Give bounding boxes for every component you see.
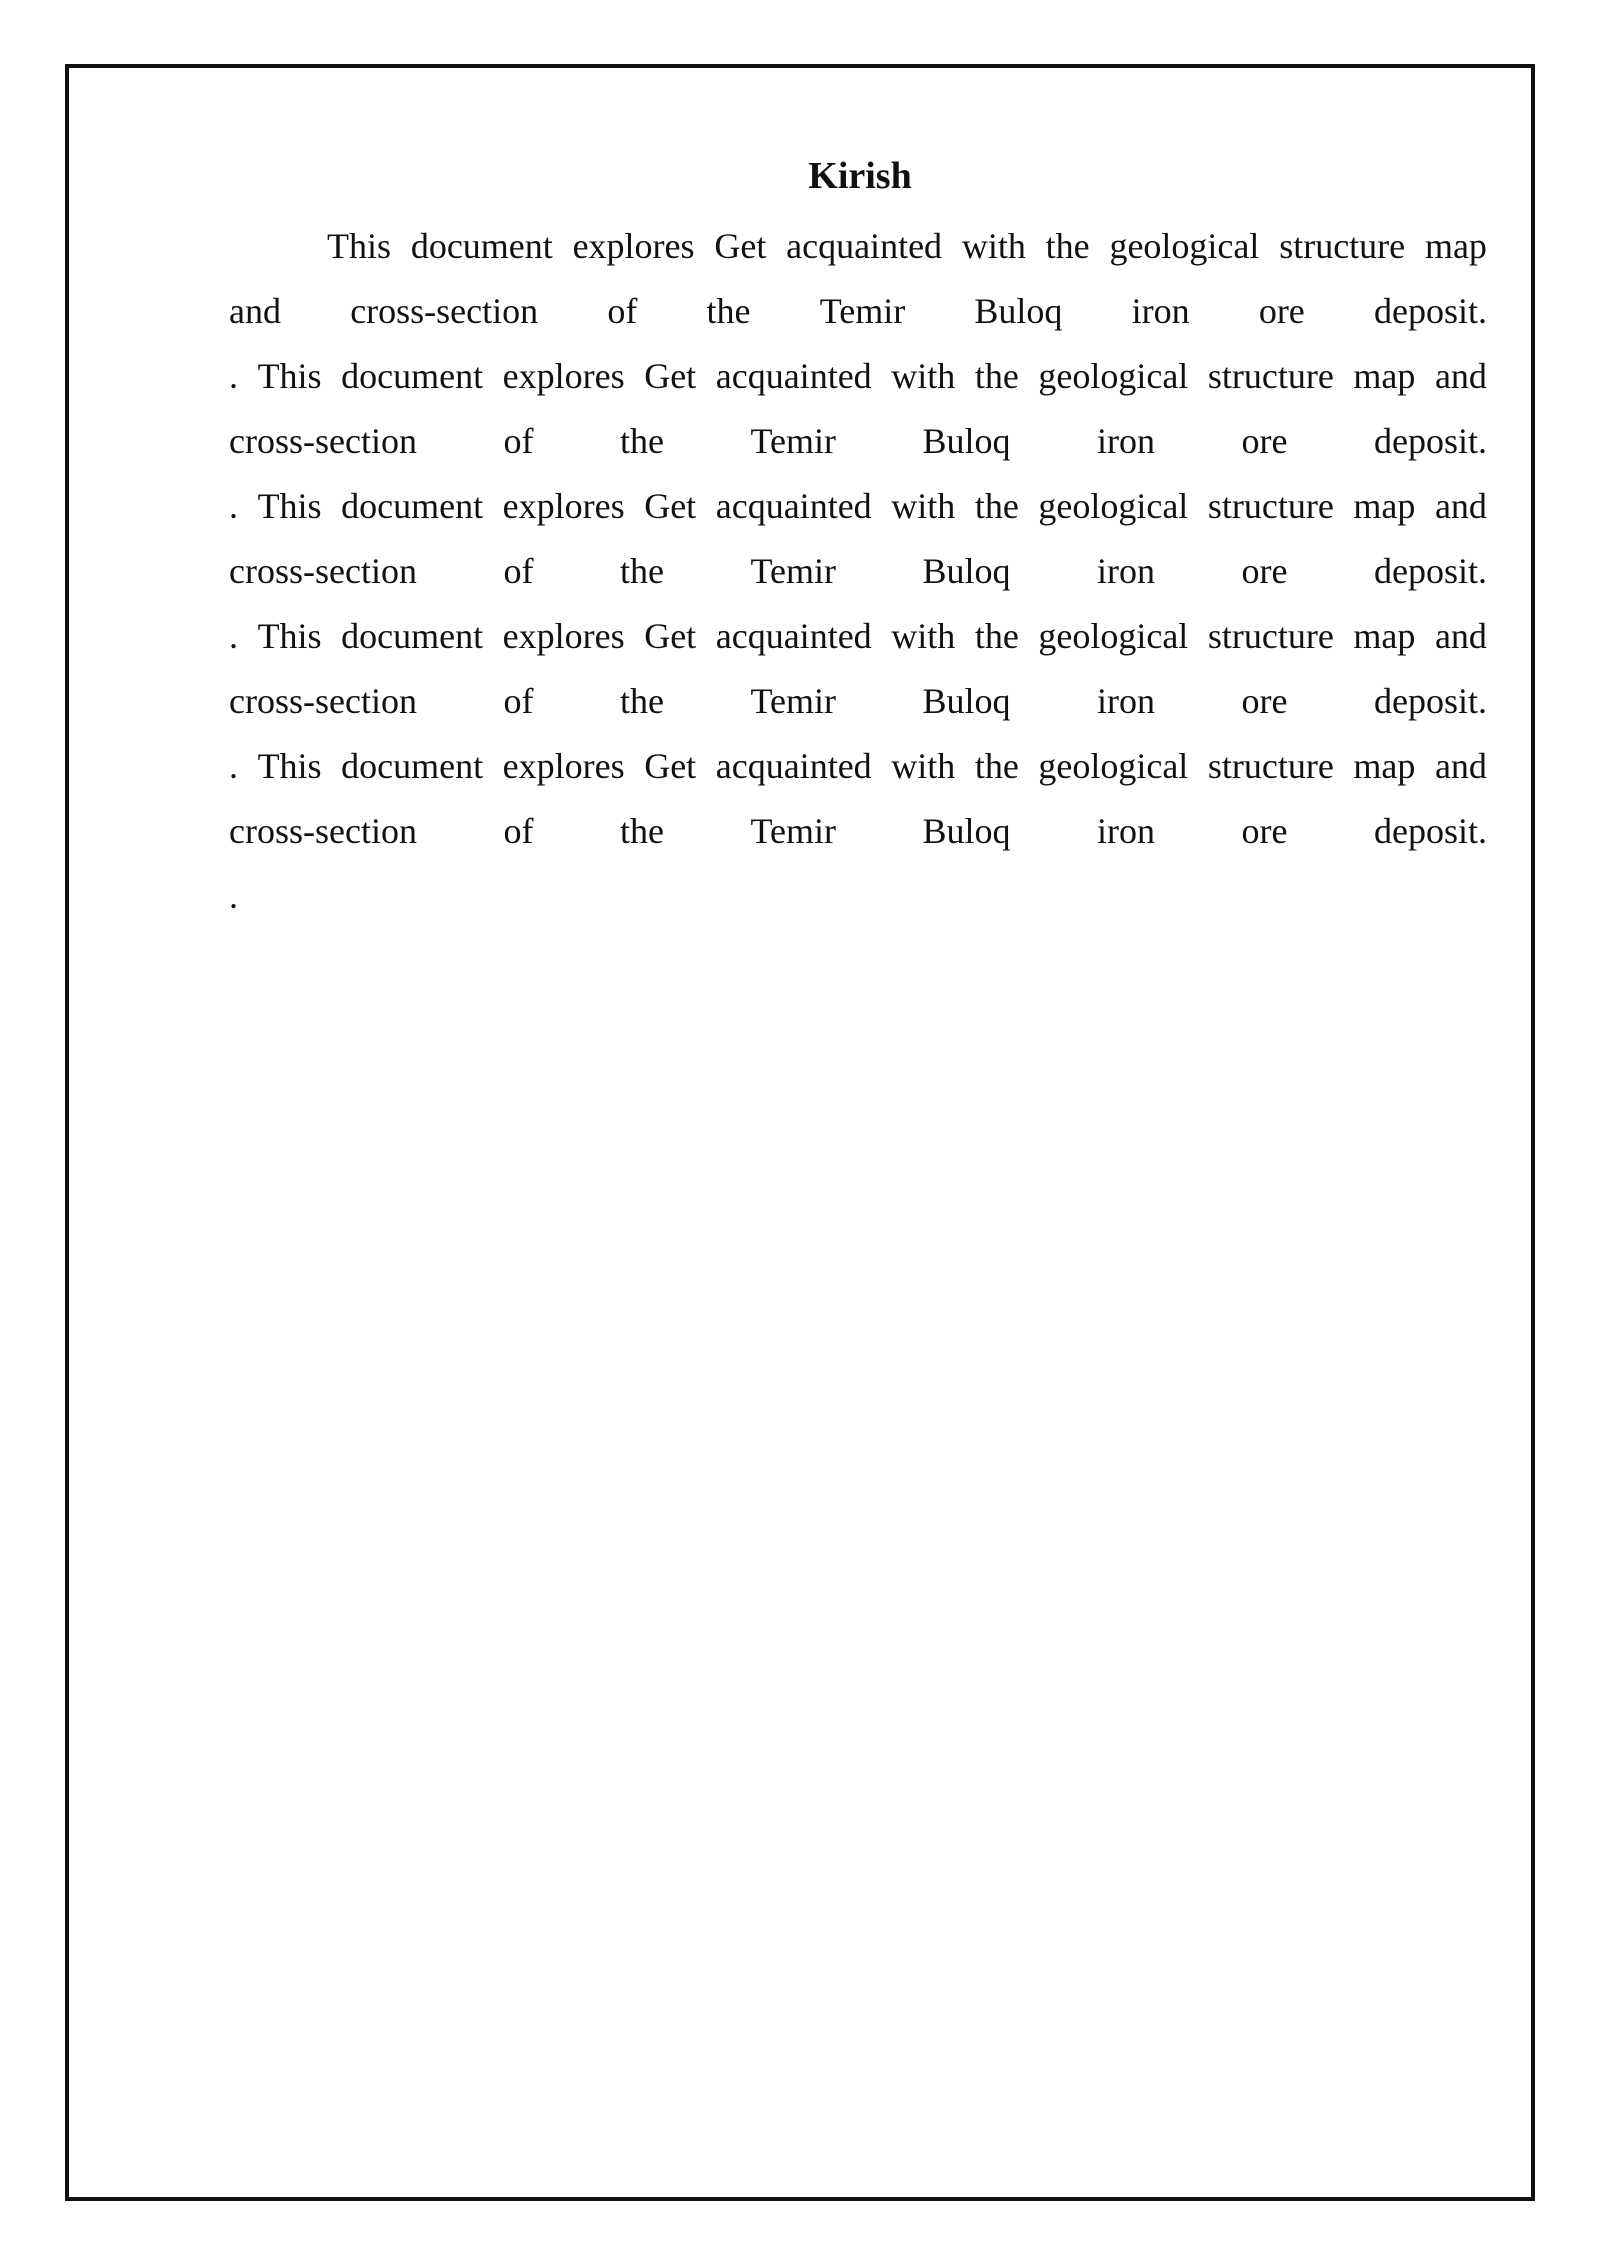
paragraph-line: cross-section of the Temir Buloq iron ore deposit. xyxy=(229,551,1487,591)
paragraph-line: and cross-section of the Temir Buloq iron ore deposit. xyxy=(229,291,1487,331)
body-paragraph xyxy=(229,214,1487,929)
paragraph-line: . This document explores Get acquainted with the geological structure map and xyxy=(229,356,1487,396)
paragraph-line: This document explores Get acquainted with the geological structure map xyxy=(327,226,1487,266)
paragraph-line: . This document explores Get acquainted with the geological structure map and xyxy=(229,616,1487,656)
paragraph-line: cross-section of the Temir Buloq iron ore deposit. xyxy=(229,421,1487,461)
paragraph-line: . This document explores Get acquainted with the geological structure map and xyxy=(229,746,1487,786)
page-title: Kirish xyxy=(808,155,912,197)
paragraph-line: . xyxy=(229,876,238,916)
paragraph-line: . This document explores Get acquainted with the geological structure map and xyxy=(229,486,1487,526)
paragraph-line: cross-section of the Temir Buloq iron ore deposit. xyxy=(229,811,1487,851)
paragraph-line: cross-section of the Temir Buloq iron ore deposit. xyxy=(229,681,1487,721)
